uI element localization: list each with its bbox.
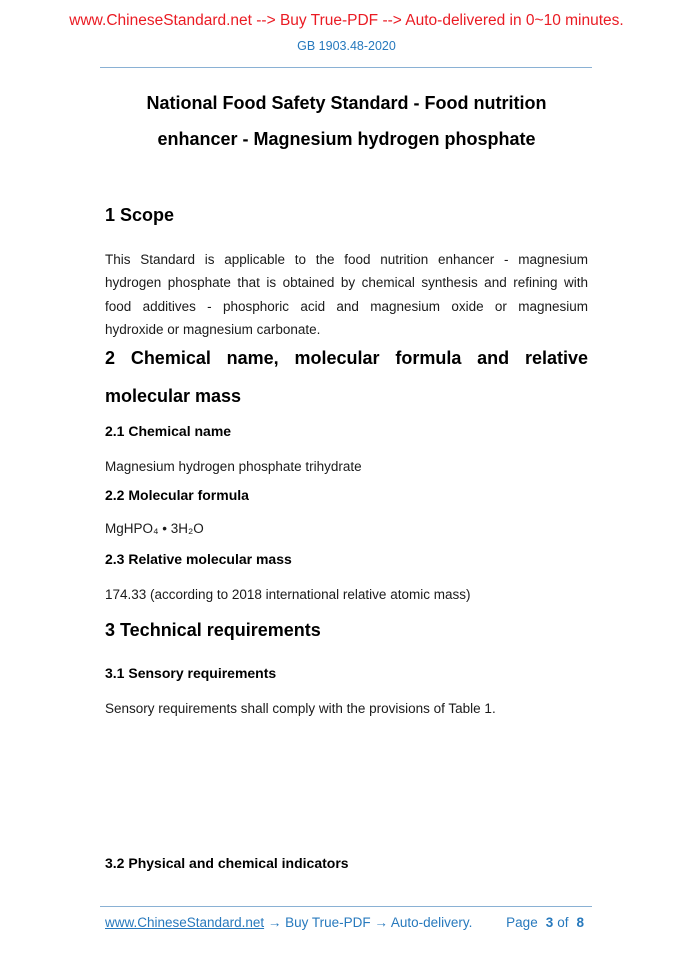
header-divider bbox=[100, 67, 592, 68]
page-of-label: of bbox=[557, 915, 569, 930]
footer-left bbox=[105, 915, 472, 930]
sensory-requirements-text: Sensory requirements shall comply with the provisions of Table 1. bbox=[105, 701, 496, 716]
section-2-heading bbox=[105, 340, 588, 415]
page-label: Page bbox=[506, 915, 538, 930]
footer-site-link[interactable]: www.ChineseStandard.net bbox=[105, 915, 265, 930]
footer-delivery-text: → Buy True-PDF → Auto-delivery. bbox=[264, 915, 473, 930]
scope-paragraph-line: This Standard is applicable to the food nutrition enhancer - magnesium bbox=[105, 252, 588, 267]
section-3-1-heading: 3.1 Sensory requirements bbox=[105, 665, 277, 681]
page-footer bbox=[105, 915, 588, 930]
section-1-heading: 1 Scope bbox=[105, 205, 175, 225]
section-2-2-heading: 2.2 Molecular formula bbox=[105, 487, 249, 503]
section-2-heading-line2: molecular mass bbox=[105, 385, 242, 406]
footer-divider bbox=[100, 906, 592, 907]
scope-paragraph-line: hydrogen phosphate that is obtained by chemical synthesis and refining with bbox=[105, 275, 588, 291]
relative-molecular-mass-text: 174.33 (according to 2018 international relative atomic mass) bbox=[105, 587, 471, 602]
page-current: 3 bbox=[545, 915, 554, 930]
promo-banner: www.ChineseStandard.net --> Buy True-PDF --> Auto-delivered in 0~10 minutes. bbox=[69, 12, 624, 29]
chemical-name-text: Magnesium hydrogen phosphate trihydrate bbox=[105, 459, 362, 474]
molecular-formula-text: MgHPO₄ • 3H₂O bbox=[105, 521, 204, 536]
document-title-line2: enhancer - Magnesium hydrogen phosphate bbox=[157, 129, 536, 149]
section-2-3-heading: 2.3 Relative molecular mass bbox=[105, 551, 292, 567]
scope-paragraph-line: hydroxide or magnesium carbonate. bbox=[105, 322, 321, 338]
scope-paragraph-line: food additives - phosphoric acid and magnesium oxide or magnesium bbox=[105, 298, 588, 314]
section-3-heading: 3 Technical requirements bbox=[105, 620, 321, 640]
document-title bbox=[105, 85, 588, 157]
scope-paragraph bbox=[105, 248, 588, 342]
section-3-2-heading: 3.2 Physical and chemical indicators bbox=[105, 855, 349, 871]
standard-code: GB 1903.48-2020 bbox=[297, 39, 396, 53]
section-2-heading-line1: 2 Chemical name, molecular formula and relative bbox=[105, 348, 588, 368]
section-2-1-heading: 2.1 Chemical name bbox=[105, 423, 232, 439]
footer-page-indicator bbox=[506, 915, 588, 930]
page-total: 8 bbox=[576, 915, 584, 930]
document-title-line1: National Food Safety Standard - Food nutrition bbox=[146, 93, 547, 113]
